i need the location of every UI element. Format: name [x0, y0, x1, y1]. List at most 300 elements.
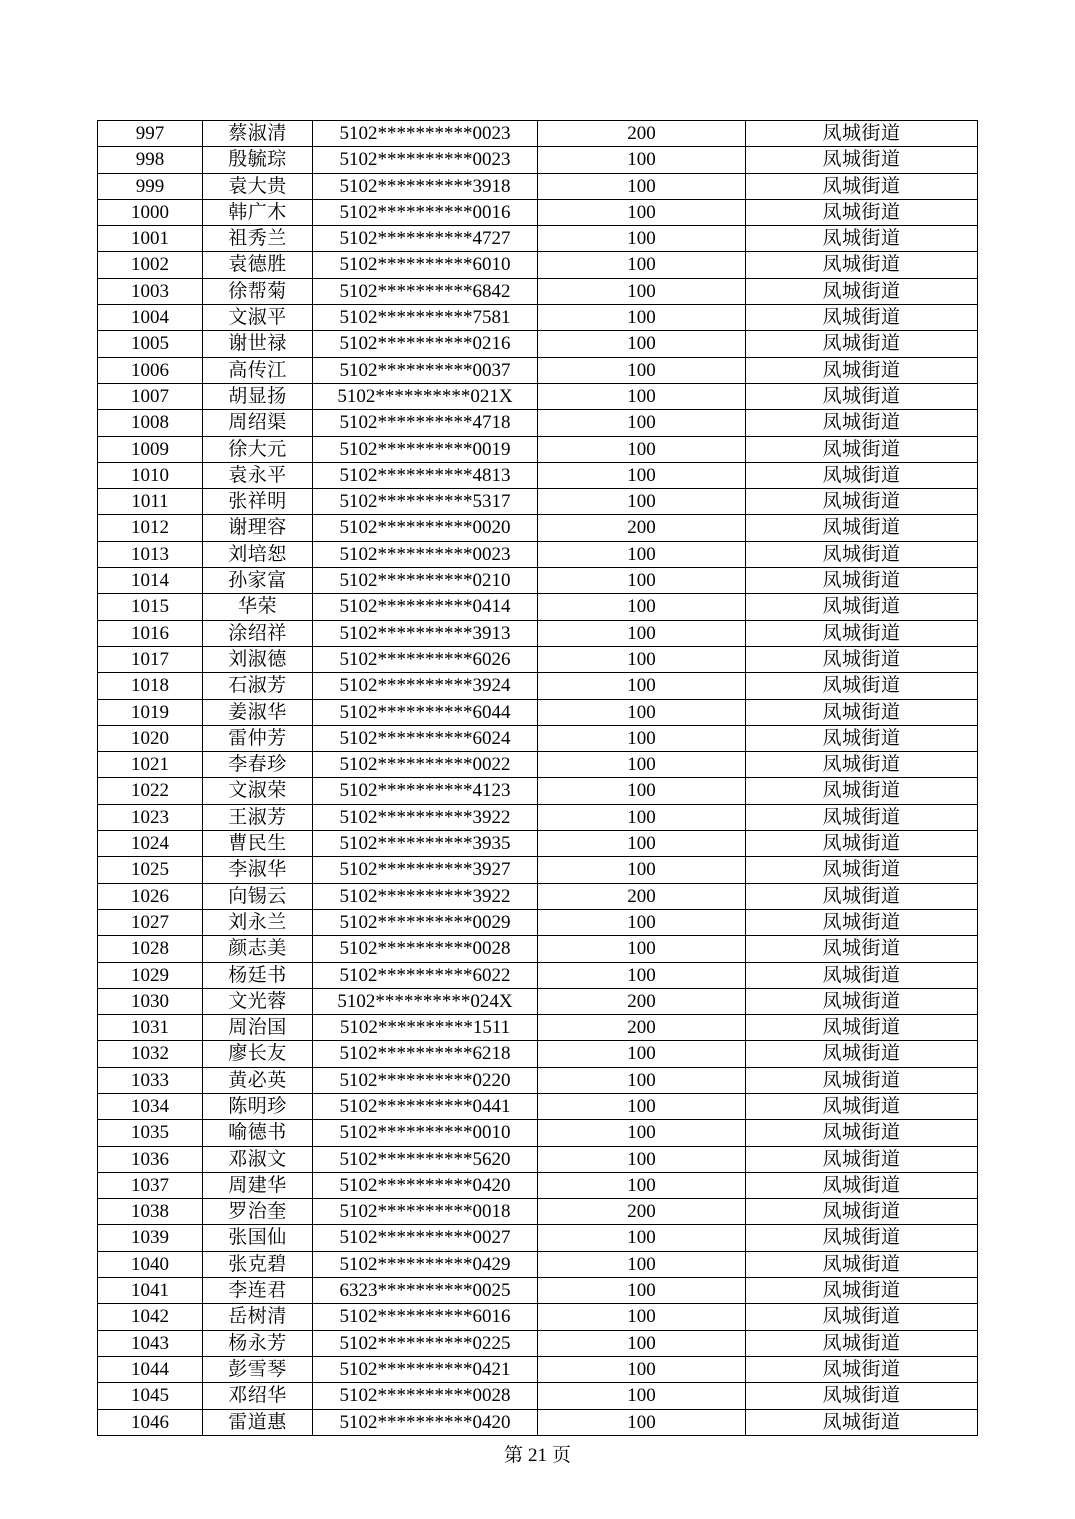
row-id-number: 5102**********4718	[313, 410, 538, 436]
row-index: 1010	[98, 462, 203, 488]
row-amount: 100	[538, 252, 746, 278]
row-amount: 100	[538, 568, 746, 594]
row-index: 1035	[98, 1120, 203, 1146]
row-index: 1012	[98, 515, 203, 541]
row-id-number: 5102**********0220	[313, 1067, 538, 1093]
footer-page-number: 21	[528, 1445, 547, 1466]
row-index: 1002	[98, 252, 203, 278]
table-row	[98, 199, 978, 225]
row-index: 1037	[98, 1172, 203, 1198]
row-index: 1029	[98, 962, 203, 988]
row-name: 袁永平	[203, 462, 313, 488]
row-id-number: 5102**********0029	[313, 909, 538, 935]
table-row	[98, 1172, 978, 1198]
row-name: 杨廷书	[203, 962, 313, 988]
row-name: 胡显扬	[203, 383, 313, 409]
table-row	[98, 804, 978, 830]
row-index: 1022	[98, 778, 203, 804]
row-name: 刘培恕	[203, 541, 313, 567]
row-area: 凤城街道	[746, 909, 978, 935]
row-amount: 100	[538, 1225, 746, 1251]
row-id-number: 5102**********3927	[313, 857, 538, 883]
table-row	[98, 620, 978, 646]
row-area: 凤城街道	[746, 1120, 978, 1146]
row-name: 文淑平	[203, 305, 313, 331]
row-index: 1009	[98, 436, 203, 462]
recipient-table-body	[98, 121, 978, 1436]
row-id-number: 5102**********0022	[313, 752, 538, 778]
row-amount: 100	[538, 962, 746, 988]
row-id-number: 5102**********4813	[313, 462, 538, 488]
row-name: 高传江	[203, 357, 313, 383]
row-index: 1020	[98, 725, 203, 751]
row-name: 彭雪琴	[203, 1356, 313, 1382]
table-row	[98, 278, 978, 304]
row-id-number: 5102**********0037	[313, 357, 538, 383]
row-amount: 100	[538, 357, 746, 383]
row-amount: 100	[538, 1146, 746, 1172]
row-index: 1024	[98, 831, 203, 857]
row-area: 凤城街道	[746, 462, 978, 488]
recipient-table	[97, 120, 978, 1436]
row-name: 周绍渠	[203, 410, 313, 436]
row-name: 韩广木	[203, 199, 313, 225]
row-id-number: 5102**********024X	[313, 988, 538, 1014]
row-amount: 100	[538, 909, 746, 935]
table-row	[98, 1199, 978, 1225]
row-name: 徐大元	[203, 436, 313, 462]
row-area: 凤城街道	[746, 962, 978, 988]
table-row	[98, 1251, 978, 1277]
row-id-number: 5102**********021X	[313, 383, 538, 409]
row-index: 998	[98, 147, 203, 173]
row-amount: 100	[538, 1304, 746, 1330]
row-area: 凤城街道	[746, 1146, 978, 1172]
table-row	[98, 1015, 978, 1041]
table-row	[98, 1409, 978, 1435]
row-area: 凤城街道	[746, 778, 978, 804]
row-amount: 100	[538, 541, 746, 567]
row-id-number: 5102**********0420	[313, 1172, 538, 1198]
table-row	[98, 1304, 978, 1330]
row-name: 张克碧	[203, 1251, 313, 1277]
row-name: 石淑芳	[203, 673, 313, 699]
table-row	[98, 489, 978, 515]
row-amount: 100	[538, 410, 746, 436]
row-index: 1027	[98, 909, 203, 935]
row-amount: 100	[538, 936, 746, 962]
row-name: 王淑芳	[203, 804, 313, 830]
row-index: 1043	[98, 1330, 203, 1356]
row-area: 凤城街道	[746, 646, 978, 672]
table-row	[98, 909, 978, 935]
table-row	[98, 357, 978, 383]
row-id-number: 5102**********0018	[313, 1199, 538, 1225]
row-amount: 100	[538, 778, 746, 804]
table-row	[98, 646, 978, 672]
row-name: 姜淑华	[203, 699, 313, 725]
row-area: 凤城街道	[746, 410, 978, 436]
table-row	[98, 857, 978, 883]
row-index: 1030	[98, 988, 203, 1014]
row-id-number: 5102**********6010	[313, 252, 538, 278]
row-amount: 100	[538, 831, 746, 857]
row-id-number: 5102**********0023	[313, 121, 538, 147]
row-index: 1003	[98, 278, 203, 304]
row-index: 1018	[98, 673, 203, 699]
row-id-number: 5102**********3913	[313, 620, 538, 646]
row-amount: 100	[538, 1120, 746, 1146]
row-amount: 100	[538, 1278, 746, 1304]
row-name: 袁德胜	[203, 252, 313, 278]
row-name: 孙家富	[203, 568, 313, 594]
row-id-number: 5102**********0414	[313, 594, 538, 620]
row-name: 喻德书	[203, 1120, 313, 1146]
row-area: 凤城街道	[746, 1356, 978, 1382]
row-area: 凤城街道	[746, 147, 978, 173]
row-name: 杨永芳	[203, 1330, 313, 1356]
row-index: 997	[98, 121, 203, 147]
table-row	[98, 226, 978, 252]
row-area: 凤城街道	[746, 436, 978, 462]
row-amount: 100	[538, 1172, 746, 1198]
table-row	[98, 752, 978, 778]
table-row	[98, 173, 978, 199]
table-row	[98, 778, 978, 804]
table-row	[98, 410, 978, 436]
table-row	[98, 252, 978, 278]
row-id-number: 5102**********3935	[313, 831, 538, 857]
row-area: 凤城街道	[746, 1304, 978, 1330]
row-index: 1017	[98, 646, 203, 672]
row-index: 1026	[98, 883, 203, 909]
row-area: 凤城街道	[746, 804, 978, 830]
row-index: 1040	[98, 1251, 203, 1277]
row-id-number: 5102**********1511	[313, 1015, 538, 1041]
row-amount: 100	[538, 1067, 746, 1093]
row-area: 凤城街道	[746, 226, 978, 252]
row-name: 颜志美	[203, 936, 313, 962]
row-index: 1013	[98, 541, 203, 567]
row-amount: 100	[538, 594, 746, 620]
table-row	[98, 1330, 978, 1356]
row-area: 凤城街道	[746, 1015, 978, 1041]
row-area: 凤城街道	[746, 278, 978, 304]
row-id-number: 5102**********0225	[313, 1330, 538, 1356]
row-amount: 100	[538, 699, 746, 725]
table-row	[98, 673, 978, 699]
row-area: 凤城街道	[746, 1172, 978, 1198]
row-id-number: 5102**********6218	[313, 1041, 538, 1067]
footer-suffix: 页	[552, 1445, 572, 1466]
row-name: 邓绍华	[203, 1383, 313, 1409]
row-name: 雷仲芳	[203, 725, 313, 751]
row-index: 1042	[98, 1304, 203, 1330]
row-index: 1023	[98, 804, 203, 830]
row-amount: 100	[538, 489, 746, 515]
row-name: 曹民生	[203, 831, 313, 857]
row-amount: 100	[538, 1093, 746, 1119]
row-index: 1016	[98, 620, 203, 646]
table-row	[98, 383, 978, 409]
row-name: 文淑荣	[203, 778, 313, 804]
row-area: 凤城街道	[746, 305, 978, 331]
row-index: 1032	[98, 1041, 203, 1067]
row-area: 凤城街道	[746, 541, 978, 567]
row-area: 凤城街道	[746, 1383, 978, 1409]
row-amount: 200	[538, 515, 746, 541]
row-index: 1004	[98, 305, 203, 331]
row-amount: 100	[538, 383, 746, 409]
row-amount: 200	[538, 1015, 746, 1041]
row-id-number: 5102**********0019	[313, 436, 538, 462]
row-index: 1014	[98, 568, 203, 594]
table-row	[98, 121, 978, 147]
row-amount: 100	[538, 462, 746, 488]
row-area: 凤城街道	[746, 357, 978, 383]
row-id-number: 5102**********3918	[313, 173, 538, 199]
row-amount: 100	[538, 331, 746, 357]
row-area: 凤城街道	[746, 121, 978, 147]
row-name: 李春珍	[203, 752, 313, 778]
row-id-number: 5102**********6022	[313, 962, 538, 988]
row-area: 凤城街道	[746, 1093, 978, 1119]
row-id-number: 5102**********0441	[313, 1093, 538, 1119]
row-id-number: 5102**********0421	[313, 1356, 538, 1382]
row-name: 张国仙	[203, 1225, 313, 1251]
row-area: 凤城街道	[746, 1199, 978, 1225]
row-index: 1041	[98, 1278, 203, 1304]
table-row	[98, 1120, 978, 1146]
row-area: 凤城街道	[746, 252, 978, 278]
row-id-number: 5102**********0023	[313, 541, 538, 567]
table-row	[98, 305, 978, 331]
row-id-number: 5102**********6842	[313, 278, 538, 304]
row-id-number: 5102**********0028	[313, 1383, 538, 1409]
row-id-number: 5102**********6044	[313, 699, 538, 725]
table-row	[98, 568, 978, 594]
table-row	[98, 147, 978, 173]
row-index: 1019	[98, 699, 203, 725]
row-name: 周建华	[203, 1172, 313, 1198]
row-index: 1021	[98, 752, 203, 778]
row-amount: 100	[538, 1383, 746, 1409]
row-area: 凤城街道	[746, 988, 978, 1014]
row-amount: 200	[538, 1199, 746, 1225]
row-id-number: 5102**********3922	[313, 804, 538, 830]
row-area: 凤城街道	[746, 620, 978, 646]
row-index: 1039	[98, 1225, 203, 1251]
row-index: 1025	[98, 857, 203, 883]
row-name: 谢理容	[203, 515, 313, 541]
row-id-number: 5102**********0216	[313, 331, 538, 357]
table-row	[98, 594, 978, 620]
row-area: 凤城街道	[746, 199, 978, 225]
row-name: 袁大贵	[203, 173, 313, 199]
row-name: 罗治奎	[203, 1199, 313, 1225]
row-name: 徐帮菊	[203, 278, 313, 304]
row-name: 岳树清	[203, 1304, 313, 1330]
row-name: 祖秀兰	[203, 226, 313, 252]
row-area: 凤城街道	[746, 173, 978, 199]
row-area: 凤城街道	[746, 1278, 978, 1304]
row-area: 凤城街道	[746, 1067, 978, 1093]
row-id-number: 5102**********0210	[313, 568, 538, 594]
row-amount: 100	[538, 1330, 746, 1356]
row-area: 凤城街道	[746, 1330, 978, 1356]
row-area: 凤城街道	[746, 568, 978, 594]
row-name: 张祥明	[203, 489, 313, 515]
table-row	[98, 462, 978, 488]
row-area: 凤城街道	[746, 831, 978, 857]
row-amount: 100	[538, 725, 746, 751]
row-index: 1036	[98, 1146, 203, 1172]
row-index: 1033	[98, 1067, 203, 1093]
row-name: 谢世禄	[203, 331, 313, 357]
row-name: 文光蓉	[203, 988, 313, 1014]
row-amount: 100	[538, 752, 746, 778]
row-name: 向锡云	[203, 883, 313, 909]
row-id-number: 5102**********0420	[313, 1409, 538, 1435]
row-name: 陈明珍	[203, 1093, 313, 1119]
table-row	[98, 1146, 978, 1172]
row-id-number: 5102**********5317	[313, 489, 538, 515]
row-area: 凤城街道	[746, 1041, 978, 1067]
row-area: 凤城街道	[746, 725, 978, 751]
row-area: 凤城街道	[746, 489, 978, 515]
row-name: 黄必英	[203, 1067, 313, 1093]
row-name: 李淑华	[203, 857, 313, 883]
row-amount: 100	[538, 226, 746, 252]
row-amount: 100	[538, 199, 746, 225]
row-amount: 100	[538, 1251, 746, 1277]
row-area: 凤城街道	[746, 752, 978, 778]
row-amount: 200	[538, 121, 746, 147]
row-area: 凤城街道	[746, 673, 978, 699]
row-amount: 100	[538, 305, 746, 331]
row-id-number: 5102**********0010	[313, 1120, 538, 1146]
table-row	[98, 725, 978, 751]
row-amount: 100	[538, 1409, 746, 1435]
row-area: 凤城街道	[746, 883, 978, 909]
recipient-table-container	[97, 120, 977, 1436]
table-row	[98, 699, 978, 725]
table-row	[98, 1093, 978, 1119]
row-id-number: 5102**********7581	[313, 305, 538, 331]
row-name: 李连君	[203, 1278, 313, 1304]
row-id-number: 5102**********0016	[313, 199, 538, 225]
row-name: 涂绍祥	[203, 620, 313, 646]
row-amount: 100	[538, 1356, 746, 1382]
row-amount: 100	[538, 620, 746, 646]
table-row	[98, 515, 978, 541]
row-index: 1034	[98, 1093, 203, 1119]
row-index: 1044	[98, 1356, 203, 1382]
row-name: 廖长友	[203, 1041, 313, 1067]
row-name: 雷道惠	[203, 1409, 313, 1435]
row-index: 1006	[98, 357, 203, 383]
row-amount: 100	[538, 436, 746, 462]
row-id-number: 6323**********0025	[313, 1278, 538, 1304]
table-row	[98, 962, 978, 988]
table-row	[98, 1067, 978, 1093]
table-row	[98, 1041, 978, 1067]
row-index: 1005	[98, 331, 203, 357]
row-id-number: 5102**********6024	[313, 725, 538, 751]
row-area: 凤城街道	[746, 515, 978, 541]
table-row	[98, 831, 978, 857]
table-row	[98, 936, 978, 962]
row-id-number: 5102**********6026	[313, 646, 538, 672]
row-area: 凤城街道	[746, 594, 978, 620]
row-id-number: 5102**********0028	[313, 936, 538, 962]
row-index: 1015	[98, 594, 203, 620]
table-row	[98, 1383, 978, 1409]
row-id-number: 5102**********0023	[313, 147, 538, 173]
footer-prefix: 第	[503, 1445, 523, 1466]
row-id-number: 5102**********0020	[313, 515, 538, 541]
page-footer	[0, 1440, 1075, 1467]
row-name: 蔡淑清	[203, 121, 313, 147]
row-index: 1007	[98, 383, 203, 409]
row-index: 1001	[98, 226, 203, 252]
row-index: 1000	[98, 199, 203, 225]
table-row	[98, 541, 978, 567]
row-id-number: 5102**********5620	[313, 1146, 538, 1172]
table-row	[98, 1356, 978, 1382]
row-area: 凤城街道	[746, 383, 978, 409]
row-amount: 100	[538, 857, 746, 883]
row-name: 殷毓琮	[203, 147, 313, 173]
row-index: 999	[98, 173, 203, 199]
row-index: 1008	[98, 410, 203, 436]
row-name: 刘永兰	[203, 909, 313, 935]
table-row	[98, 436, 978, 462]
row-index: 1038	[98, 1199, 203, 1225]
row-id-number: 5102**********3922	[313, 883, 538, 909]
row-amount: 100	[538, 646, 746, 672]
row-index: 1028	[98, 936, 203, 962]
row-amount: 100	[538, 173, 746, 199]
row-area: 凤城街道	[746, 699, 978, 725]
row-index: 1031	[98, 1015, 203, 1041]
row-area: 凤城街道	[746, 1225, 978, 1251]
row-id-number: 5102**********0027	[313, 1225, 538, 1251]
row-index: 1046	[98, 1409, 203, 1435]
row-id-number: 5102**********4123	[313, 778, 538, 804]
table-row	[98, 883, 978, 909]
row-name: 周治国	[203, 1015, 313, 1041]
row-area: 凤城街道	[746, 936, 978, 962]
row-amount: 100	[538, 1041, 746, 1067]
row-amount: 100	[538, 673, 746, 699]
row-index: 1045	[98, 1383, 203, 1409]
row-area: 凤城街道	[746, 1251, 978, 1277]
row-id-number: 5102**********0429	[313, 1251, 538, 1277]
row-amount: 200	[538, 988, 746, 1014]
row-amount: 100	[538, 804, 746, 830]
row-amount: 100	[538, 278, 746, 304]
table-row	[98, 1278, 978, 1304]
row-name: 刘淑德	[203, 646, 313, 672]
row-amount: 200	[538, 883, 746, 909]
row-area: 凤城街道	[746, 331, 978, 357]
row-id-number: 5102**********3924	[313, 673, 538, 699]
row-index: 1011	[98, 489, 203, 515]
table-row	[98, 1225, 978, 1251]
row-area: 凤城街道	[746, 857, 978, 883]
row-area: 凤城街道	[746, 1409, 978, 1435]
